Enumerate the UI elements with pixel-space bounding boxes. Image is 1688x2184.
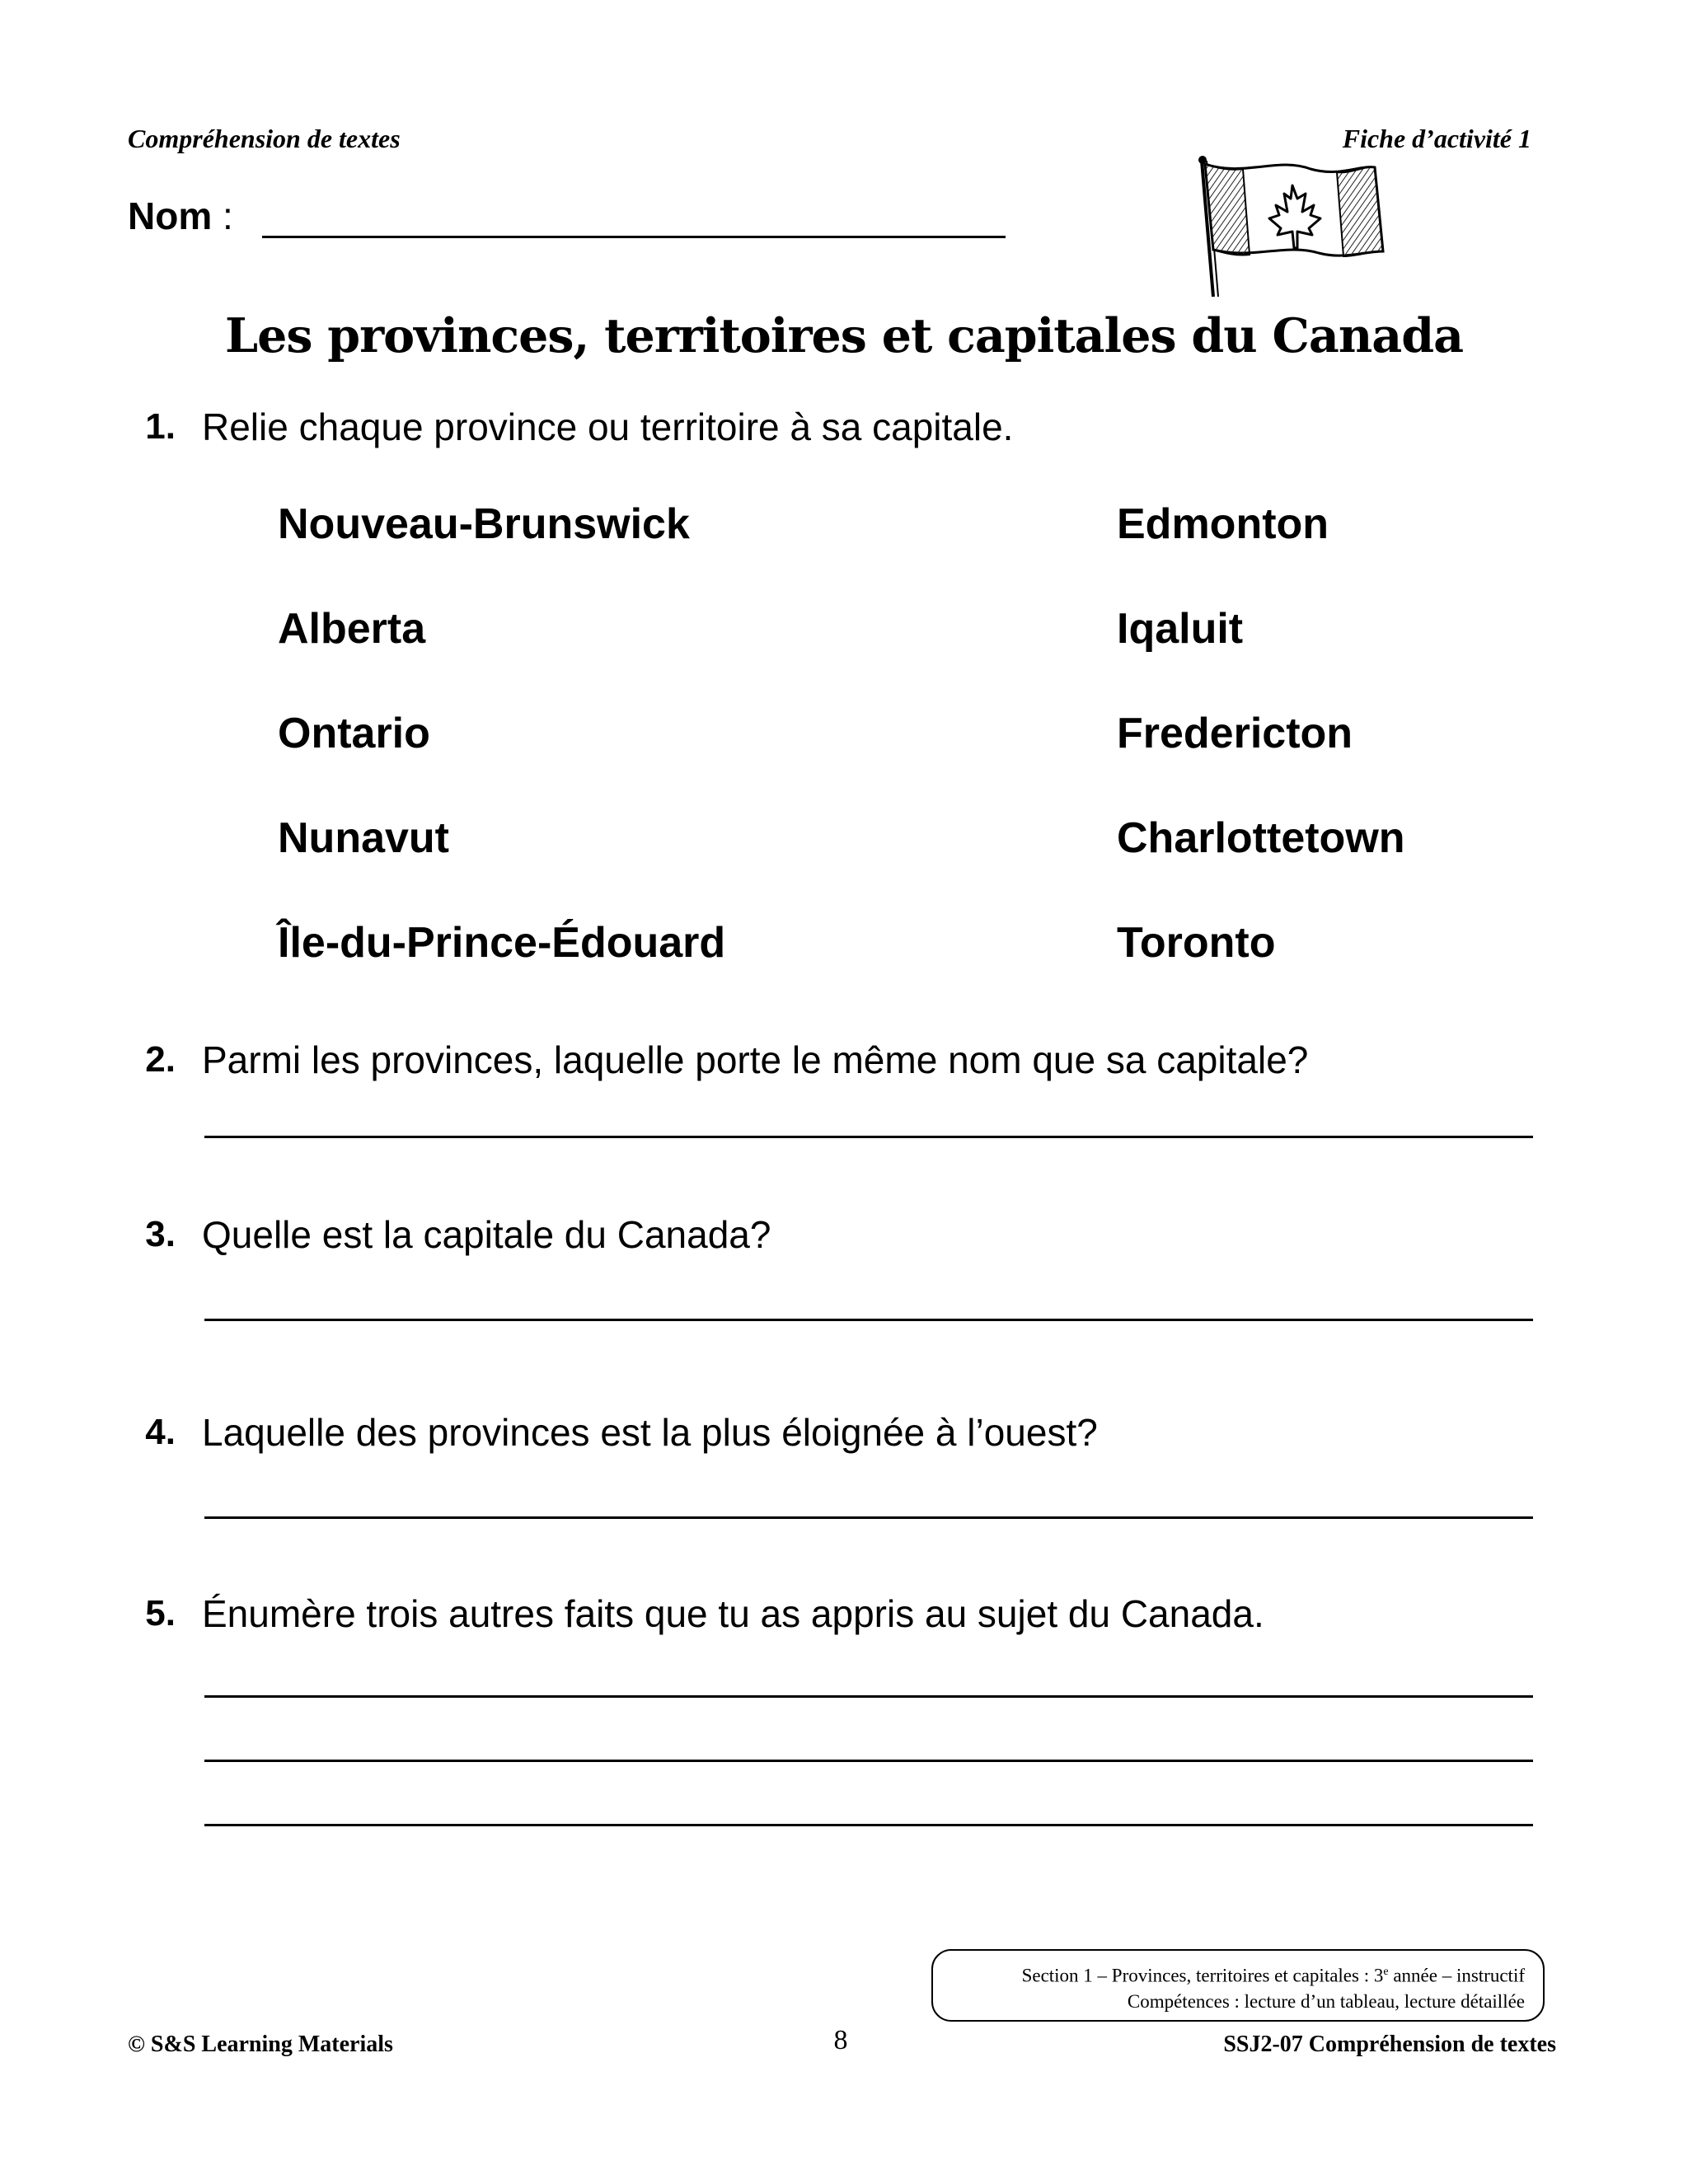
question-3-number: 3. [145,1214,176,1254]
capital-item[interactable]: Edmonton [1117,500,1329,548]
section-info-text-end: année – instructif [1388,1965,1525,1986]
section-info-line-1 [941,1959,1525,1989]
name-label-text: Nom [128,194,213,237]
footer-copyright: © S&S Learning Materials [128,2032,393,2057]
question-1-text: Relie chaque province ou territoire à sa capitale. [202,405,1014,448]
province-item[interactable]: Nouveau-Brunswick [278,500,690,548]
name-answer-line[interactable] [262,236,1006,238]
question-3-text: Quelle est la capitale du Canada? [202,1213,771,1256]
province-item[interactable]: Ontario [278,710,430,757]
answer-line-q5-2[interactable] [204,1760,1533,1762]
answer-line-q5-1[interactable] [204,1695,1533,1698]
capital-item[interactable]: Toronto [1117,919,1276,967]
answer-line-q4[interactable] [204,1516,1533,1519]
question-1-number: 1. [145,406,176,447]
canada-flag-icon [1187,152,1393,301]
answer-line-q5-3[interactable] [204,1824,1533,1826]
question-2-number: 2. [145,1039,176,1080]
question-4-text: Laquelle des provinces est la plus éloignée à l’ouest? [202,1411,1098,1454]
page-number: 8 [833,2025,848,2055]
page-title: Les provinces, territoires et capitales du Canada [225,308,1463,363]
question-2-text: Parmi les provinces, laquelle porte le même nom que sa capitale? [202,1038,1309,1081]
answer-line-q2[interactable] [204,1136,1533,1138]
answer-line-q3[interactable] [204,1319,1533,1321]
question-4-number: 4. [145,1412,176,1452]
name-label [128,193,233,239]
footer-product-code: SSJ2-07 Compréhension de textes [1223,2032,1556,2057]
section-info-superscript: e [1383,1966,1389,1978]
section-info-text: Section 1 – Provinces, territoires et capitales : 3 [1021,1965,1384,1986]
province-item[interactable]: Nunavut [278,814,449,862]
province-item[interactable]: Alberta [278,605,426,653]
header-activity-sheet: Fiche d’activité 1 [1342,124,1531,153]
header-subject: Compréhension de textes [128,124,401,153]
province-item[interactable]: Île-du-Prince-Édouard [278,919,726,967]
capital-item[interactable]: Fredericton [1117,710,1353,757]
question-5-text: Énumère trois autres faits que tu as appris au sujet du Canada. [202,1592,1264,1635]
section-info-line-2: Compétences : lecture d’un tableau, lecture détaillée [1127,1990,1525,2012]
capital-item[interactable]: Charlottetown [1117,814,1405,862]
section-info-box [931,1949,1545,2022]
capital-item[interactable]: Iqaluit [1117,605,1244,653]
name-label-separator: : [212,194,233,237]
question-5-number: 5. [145,1593,176,1633]
